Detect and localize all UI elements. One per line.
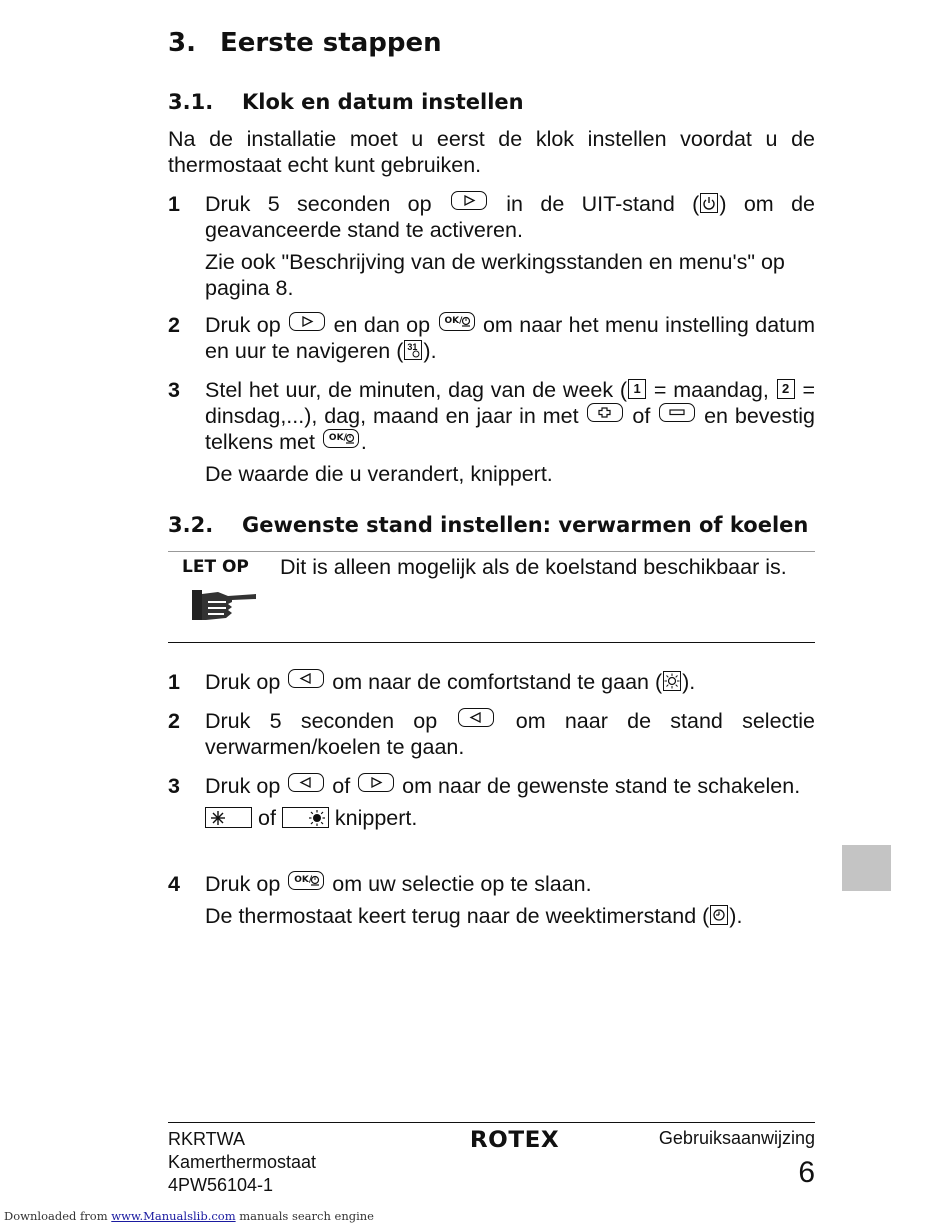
step-text-part: Stel het uur, de minuten, dag van de week ( <box>205 378 628 402</box>
step-text-part: = dinsdag,...), dag, maand en jaar in met <box>205 378 815 428</box>
left-arrow-key-icon <box>288 773 324 792</box>
clock-icon <box>710 905 728 925</box>
calendar-number: 31 <box>407 342 418 352</box>
step-3-2-2 <box>168 708 815 760</box>
step-text-part: om naar de gewenste stand te schakelen. <box>402 774 801 798</box>
step-text-part: Druk 5 seconden op <box>205 709 438 733</box>
step-text-part: of <box>257 806 276 830</box>
manualslib-link[interactable]: www.Manualslib.com <box>111 1209 236 1223</box>
power-icon <box>700 193 718 213</box>
ok-key-icon <box>439 312 475 331</box>
minus-key-icon <box>659 403 695 422</box>
snowflake-icon <box>205 807 252 828</box>
step-text-part: om naar de comfortstand te gaan ( <box>332 670 663 694</box>
chapter-tab <box>842 845 891 891</box>
day-box-label: 2 <box>782 381 790 396</box>
right-arrow-key-icon <box>358 773 394 792</box>
step-number: 1 <box>168 192 180 216</box>
step-text-part: De thermostaat keert terug naar de weektimerstand ( <box>205 904 710 928</box>
ok-key-label: OK/ <box>328 433 347 443</box>
left-arrow-key-icon <box>458 708 494 727</box>
note-box <box>168 551 815 643</box>
brand-logo: ROTEX <box>469 1128 560 1153</box>
section-title: Eerste stappen <box>220 28 442 58</box>
subsection-heading-3-1 <box>168 90 524 114</box>
step-3-1-3 <box>168 377 815 487</box>
step-text-part: = maandag, <box>653 378 769 402</box>
step-text-part: om uw selectie op te slaan. <box>332 872 592 896</box>
ok-key-label: OK/ <box>444 316 463 326</box>
page-number: 6 <box>798 1156 815 1189</box>
step-text <box>205 871 815 897</box>
subsection-number: 3.1. <box>168 90 214 114</box>
step-text-part: knippert. <box>334 806 418 830</box>
note-text: Dit is alleen mogelijk als de koelstand beschikbaar is. <box>280 555 787 579</box>
step-text-part: of <box>632 404 651 428</box>
download-prefix: Downloaded from <box>4 1209 108 1223</box>
subsection-title: Klok en datum instellen <box>242 90 524 114</box>
step-text <box>205 191 815 243</box>
step-text-part: in de UIT-stand ( <box>506 192 700 216</box>
step-text-part: ). <box>682 670 696 694</box>
subsection-heading-3-2 <box>168 513 808 537</box>
step-text-part: Druk op <box>205 313 281 337</box>
plus-key-icon <box>587 403 623 422</box>
step-note: De waarde die u verandert, knippert. <box>205 462 553 486</box>
step-text-part: Druk op <box>205 872 281 896</box>
day-box-label: 1 <box>633 381 641 396</box>
step-text-part: Druk op <box>205 774 281 798</box>
step-3-1-2 <box>168 312 815 364</box>
step-text-part: en dan op <box>333 313 431 337</box>
right-arrow-key-icon <box>289 312 325 331</box>
step-text-part: Druk op <box>205 670 281 694</box>
step-text <box>205 312 815 364</box>
step-3-2-3 <box>168 773 815 831</box>
step-note: Zie ook "Beschrijving van de werkingsstanden en menu's" op pagina 8. <box>205 250 785 300</box>
heat-sun-icon <box>282 807 329 828</box>
step-number: 2 <box>168 313 180 337</box>
intro-paragraph: Na de installatie moet u eerst de klok instellen voordat u de thermostaat echt kunt gebruiken. <box>168 127 815 177</box>
step-text <box>205 377 815 455</box>
section-number: 3. <box>168 28 196 58</box>
day-box-2 <box>777 379 795 399</box>
footer-doc-type: Gebruiksaanwijzing <box>658 1128 815 1148</box>
footer-model: RKRTWA <box>168 1129 246 1149</box>
step-text-part: ) om de geavanceerde stand te activeren. <box>205 192 815 242</box>
step-text-part: om naar de stand selectie verwarmen/koelen te gaan. <box>205 709 815 759</box>
step-number: 2 <box>168 709 180 733</box>
ok-key-icon <box>323 429 359 448</box>
ok-key-label: OK/ <box>294 875 313 885</box>
step-text <box>205 669 815 695</box>
left-arrow-key-icon <box>288 669 324 688</box>
subsection-title: Gewenste stand instellen: verwarmen of koelen <box>242 513 809 537</box>
step-text-part: ). <box>729 904 743 928</box>
step-number: 3 <box>168 378 180 402</box>
step-3-1-1 <box>168 191 815 301</box>
sun-comfort-icon <box>663 671 681 691</box>
step-text-part: ). <box>423 339 437 363</box>
right-arrow-key-icon <box>451 191 487 210</box>
footer-product: Kamerthermostaat <box>168 1152 317 1172</box>
step-text-part: Druk 5 seconden op <box>205 192 432 216</box>
step-text-part: en bevestig telkens met <box>205 404 815 454</box>
step-number: 1 <box>168 670 180 694</box>
step-number: 3 <box>168 774 180 798</box>
ok-key-icon <box>288 871 324 890</box>
footer-divider <box>168 1122 815 1123</box>
pointing-hand-icon <box>192 588 262 633</box>
section-heading <box>168 28 442 58</box>
step-text <box>205 708 815 760</box>
step-3-2-1 <box>168 669 815 695</box>
calendar-clock-icon <box>404 340 422 360</box>
download-notice <box>4 1209 374 1223</box>
step-3-2-4 <box>168 871 815 929</box>
step-note <box>205 805 815 831</box>
subsection-number: 3.2. <box>168 513 214 537</box>
step-note <box>205 903 815 929</box>
step-text-part: . <box>360 430 367 454</box>
day-box-1 <box>628 379 646 399</box>
footer-code: 4PW56104-1 <box>168 1175 274 1195</box>
download-suffix: manuals search engine <box>239 1209 374 1223</box>
step-text-part: of <box>332 774 351 798</box>
note-label: LET OP <box>182 557 249 577</box>
step-text <box>205 773 815 799</box>
step-text-part: om naar het menu instelling datum en uur te navigeren ( <box>205 313 815 363</box>
step-number: 4 <box>168 872 180 896</box>
